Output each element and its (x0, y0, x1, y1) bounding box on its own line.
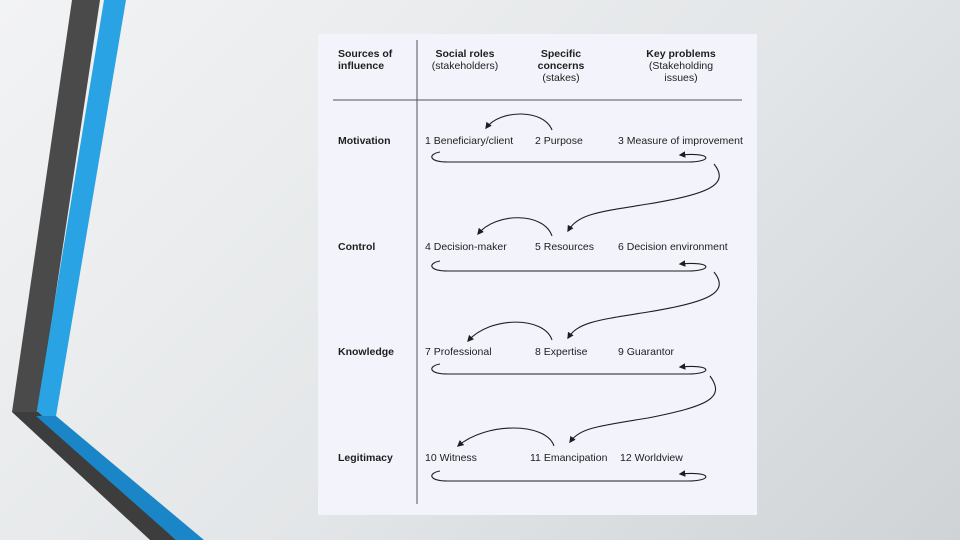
loop-knowledge-row (432, 364, 706, 374)
arrow-purpose-to-beneficiary (486, 114, 552, 130)
header-social-roles-title: Social roles (435, 48, 495, 60)
arrow-emancipation-to-witness (458, 428, 554, 446)
header-key-problems-sub1: (Stakeholding (648, 60, 714, 72)
arrow-motivation-to-resources (568, 164, 719, 231)
header-social-roles (432, 48, 499, 72)
row-label-control: Control (338, 241, 376, 253)
arrow-knowledge-to-emancipation (570, 376, 716, 442)
role-10: 10 Witness (425, 452, 477, 464)
row-label-legitimacy: Legitimacy (338, 452, 393, 464)
header-specific-line1: Specific (540, 48, 582, 60)
role-1: 1 Beneficiary/client (425, 135, 514, 147)
stakeholder-diagram (318, 34, 757, 515)
row-label-knowledge: Knowledge (338, 346, 395, 358)
concern-5: 5 Resources (535, 241, 594, 253)
header-sources (338, 48, 392, 72)
role-7: 7 Professional (425, 346, 492, 358)
problem-3: 3 Measure of improvement (618, 135, 743, 147)
header-specific-sub: (stakes) (542, 72, 580, 84)
blue-stripe-lower (36, 416, 204, 540)
loop-legitimacy-row (432, 471, 706, 481)
role-4: 4 Decision-maker (425, 241, 507, 253)
header-sources-line1: Sources of (338, 48, 393, 60)
loop-control-row (432, 261, 706, 271)
concern-2: 2 Purpose (535, 135, 583, 147)
header-social-roles-sub: (stakeholders) (431, 60, 499, 72)
arrow-expertise-to-professional (468, 322, 552, 341)
loop-motivation-row (432, 152, 706, 162)
header-sources-line2: influence (338, 60, 385, 72)
header-key-problems-sub2: issues) (664, 72, 698, 84)
arrow-control-to-expertise (568, 272, 719, 338)
header-specific-concerns (538, 48, 585, 84)
problem-9: 9 Guarantor (618, 346, 675, 358)
row-label-motivation: Motivation (338, 135, 391, 147)
header-key-problems (646, 48, 715, 84)
concern-8: 8 Expertise (535, 346, 588, 358)
dark-stripe-lower (12, 412, 176, 540)
problem-6: 6 Decision environment (618, 241, 728, 253)
diagram-lines (318, 34, 757, 515)
arrow-resources-to-decision-maker (478, 218, 552, 236)
concern-11: 11 Emancipation (530, 452, 608, 464)
problem-12: 12 Worldview (620, 452, 683, 464)
header-key-problems-title: Key problems (646, 48, 716, 60)
header-specific-line2: concerns (537, 60, 585, 72)
